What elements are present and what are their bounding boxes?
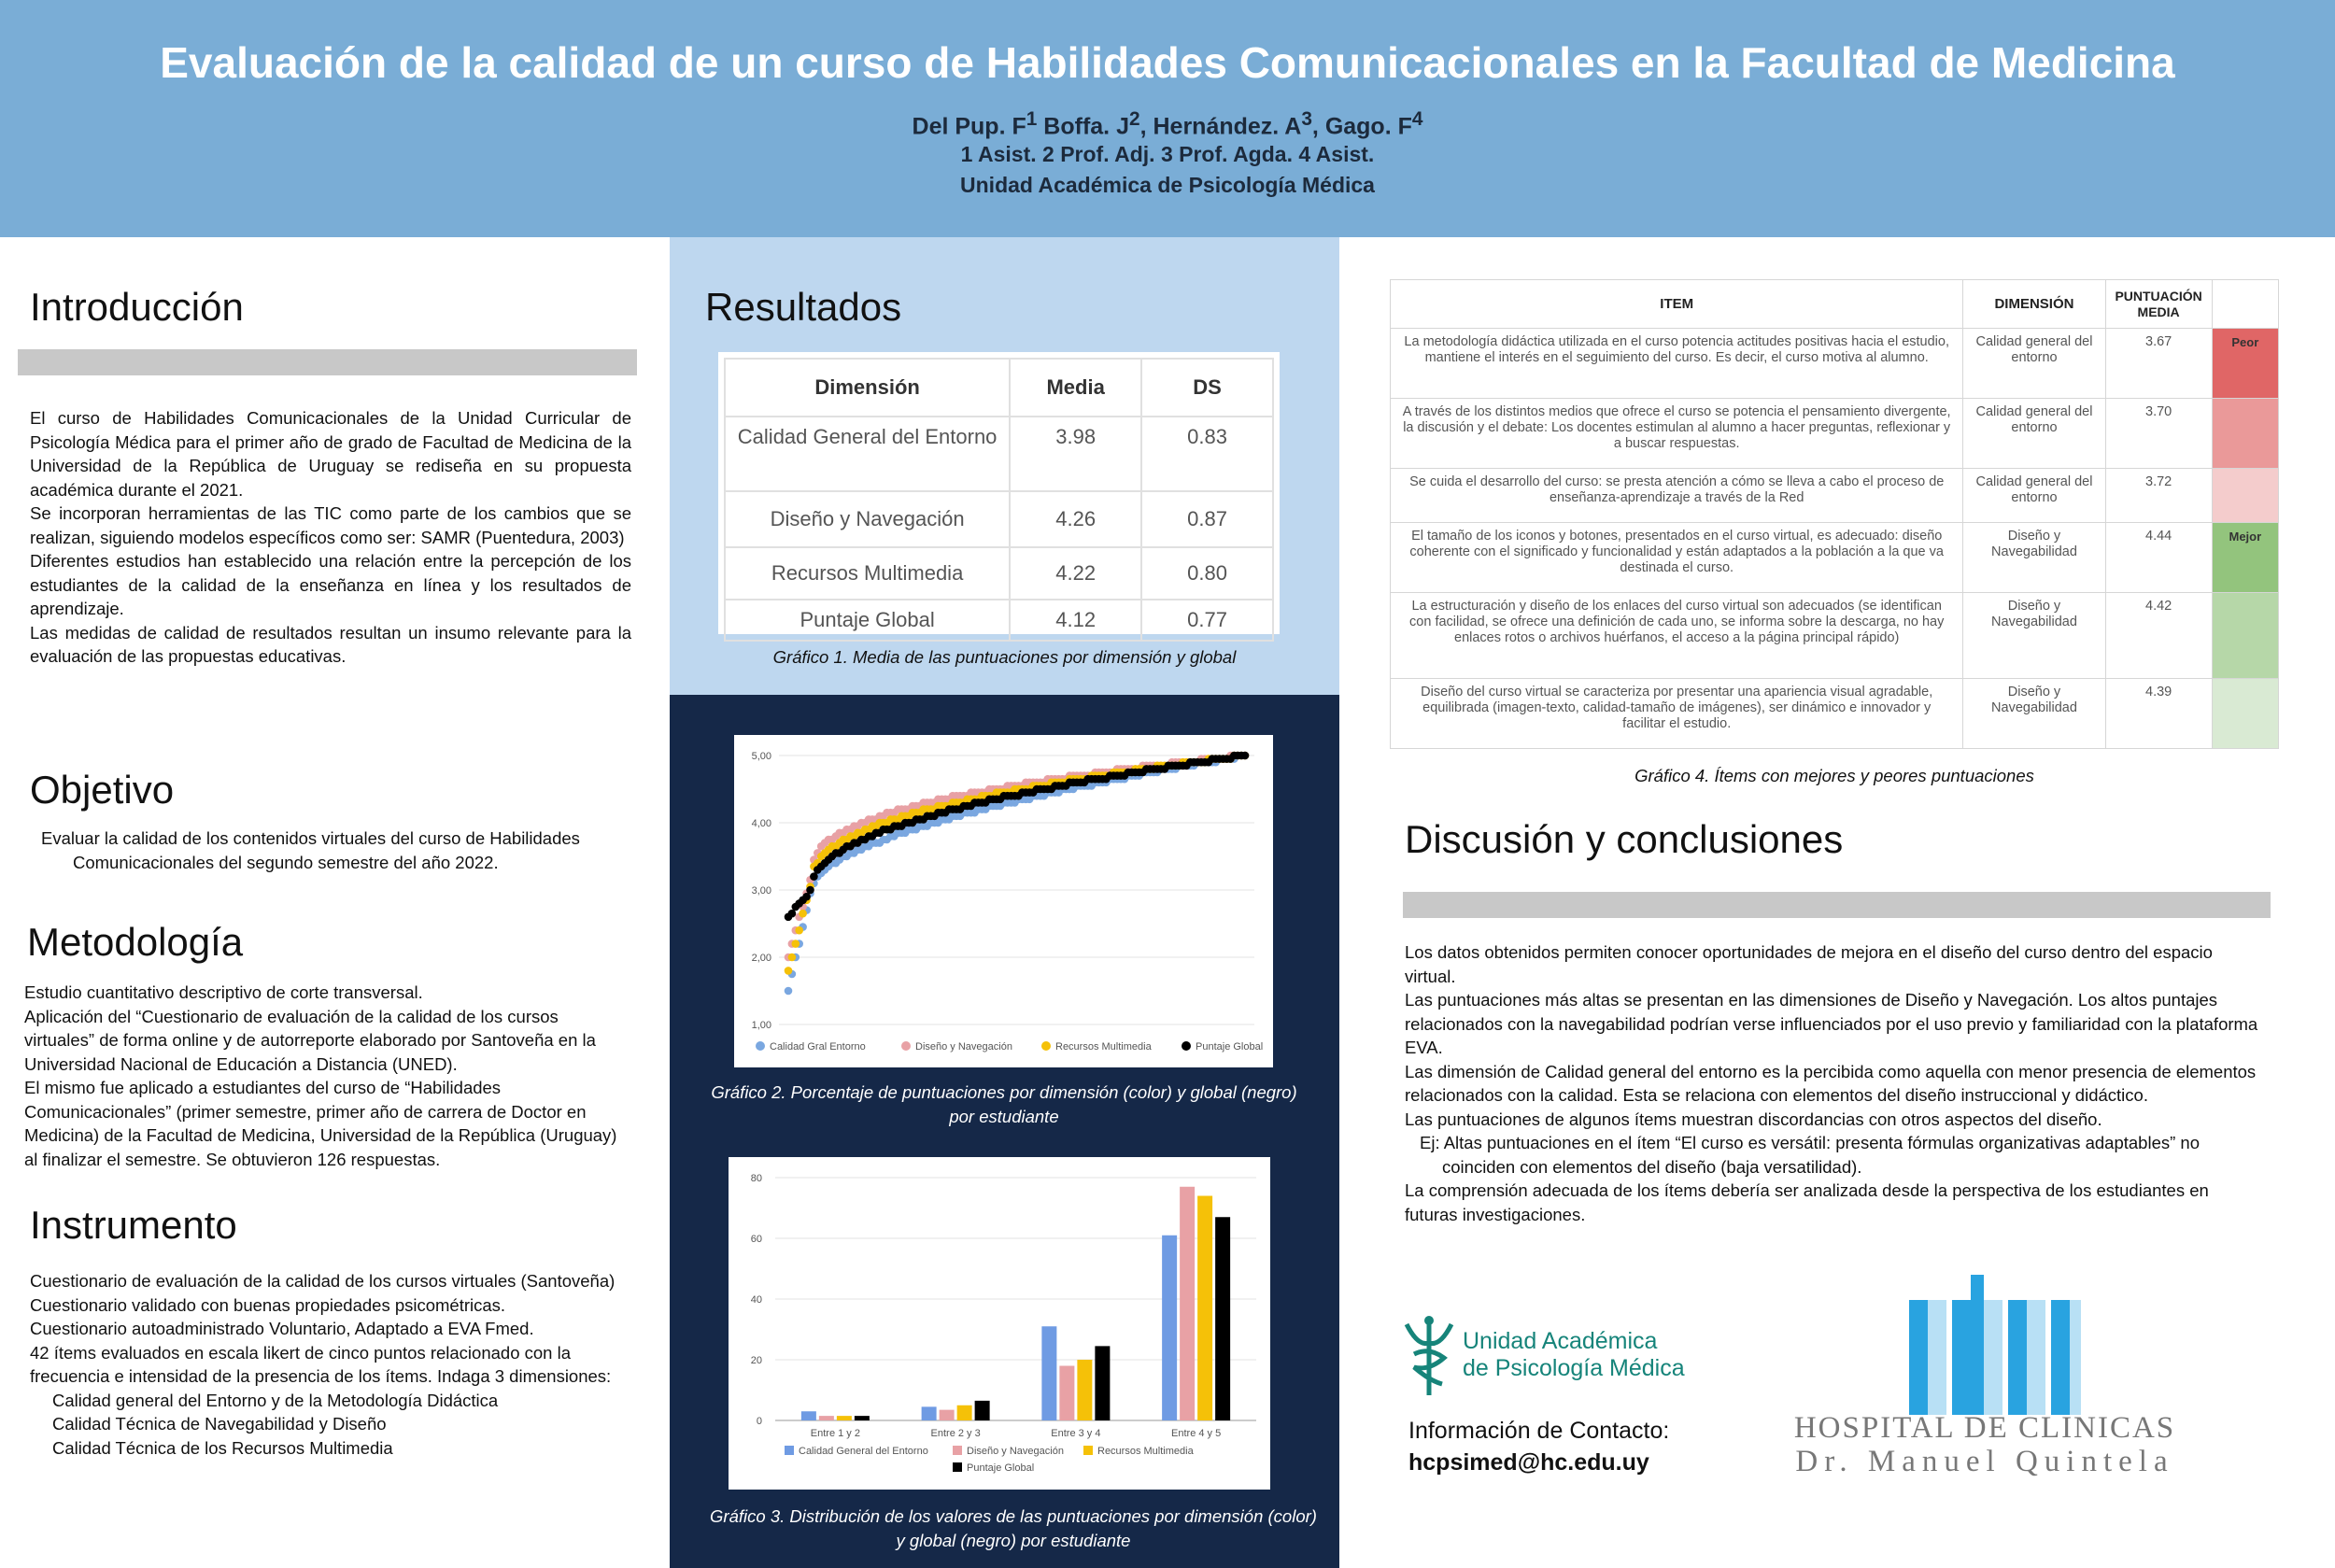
chart-bar-box <box>729 1157 1270 1490</box>
y-tick-label: 40 <box>750 1294 762 1306</box>
legend-marker <box>901 1041 911 1051</box>
bar <box>1162 1236 1177 1420</box>
intro-paragraph: Se incorporan herramientas de las TIC como parte de los cambios que se realizan, siguiendo modelos específicos como ser: SAMR (Puentedura, 2003) <box>30 503 631 547</box>
instrumento-text <box>30 1269 628 1460</box>
table4-label <box>2212 592 2278 679</box>
table4-score: 4.42 <box>2105 592 2212 679</box>
bar <box>1059 1366 1074 1421</box>
y-tick-label: 3,00 <box>751 885 771 897</box>
dimension-item: Calidad Técnica de los Recursos Multimedia <box>52 1437 393 1458</box>
table4-item: La estructuración y diseño de los enlaces del curso virtual son adecuados (se identifican con facilidad, se ofrece una definición de cada uno, se informa sobre la descarga, no hay enlaces rotos o archivos huérfanos, el acceso a la página principal rápido) <box>1391 592 1963 679</box>
table4-item: Diseño del curso virtual se caracteriza por presentar una apariencia visual agradable, equilibrada (imagen-texto, calidad-tamaño de imágenes), ser dinámico e innovador y facilitar el estudio. <box>1391 679 1963 749</box>
bar <box>975 1401 990 1420</box>
dimension-item: Calidad Técnica de Navegabilidad y Diseño <box>52 1414 387 1434</box>
metodologia-line: Estudio cuantitativo descriptivo de corte transversal. <box>24 982 423 1002</box>
instrumento-line: Cuestionario validado con buenas propiedades psicométricas. <box>30 1294 506 1315</box>
resultados-heading: Resultados <box>705 285 902 329</box>
table4-label <box>2212 679 2278 749</box>
table4-dimension: Diseño y Navegabilidad <box>1963 592 2105 679</box>
x-tick-label: Entre 4 y 5 <box>1171 1428 1222 1439</box>
table4-score: 3.67 <box>2105 329 2212 399</box>
legend-marker <box>785 1446 794 1455</box>
table1-cell: Puntaje Global <box>725 600 1010 641</box>
legend-label: Recursos Multimedia <box>1055 1041 1152 1052</box>
legend-label: Diseño y Navegación <box>915 1041 1012 1052</box>
metodologia-line: Aplicación del “Cuestionario de evaluación de la calidad de los cursos virtuales” de forma online y de autorreporte elaborado por Santoveña en la Universidad Nacional de Educación a Distancia (UNED). <box>24 1006 596 1074</box>
items-table <box>1390 279 2279 749</box>
author: Hernández. A <box>1153 113 1302 140</box>
scatter-point <box>806 886 814 895</box>
discusion-line: Las puntuaciones más altas se presentan en las dimensiones de Diseño y Navegación. Los altos puntajes relacionados con la navegabilidad podrían verse influenciados por el uso previo y familiaridad con la plataforma EVA. <box>1405 990 2258 1057</box>
x-tick-label: Entre 1 y 2 <box>810 1428 860 1439</box>
table4-dimension: Calidad general del entorno <box>1963 468 2105 522</box>
legend-marker <box>1182 1041 1191 1051</box>
table1-cell: 4.12 <box>1010 600 1141 641</box>
intro-paragraph: Las medidas de calidad de resultados resultan un insumo relevante para la evaluación de las propuestas educativas. <box>30 622 631 666</box>
poster-title: Evaluación de la calidad de un curso de Habilidades Comunicacionales en la Facultad de Medicina <box>160 38 2175 87</box>
hospital-logo <box>1775 1275 2195 1480</box>
table1-cell: 0.80 <box>1141 547 1273 600</box>
discusion-text <box>1405 940 2264 1226</box>
means-table <box>718 352 1280 634</box>
author-sup: 4 <box>1411 108 1423 130</box>
discusion-line: Los datos obtenidos permiten conocer oportunidades de mejora en el diseño del curso dentro del espacio virtual. <box>1405 942 2213 986</box>
intro-divider <box>18 349 637 375</box>
bar <box>1180 1187 1195 1420</box>
hc-logo-line1: HOSPITAL DE CLINICAS <box>1793 1411 2176 1445</box>
legend-label: Puntaje Global <box>967 1462 1035 1474</box>
table4-header: PUNTUACIÓN MEDIA <box>2105 280 2212 329</box>
discusion-heading: Discusión y conclusiones <box>1405 817 1844 861</box>
objetivo-text: Evaluar la calidad de los contenidos virtuales del curso de Habilidades Comunicacionales del segundo semestre del año 2022. <box>41 828 580 872</box>
discusion-closing: La comprensión adecuada de los ítems debería ser analizada desde la perspectiva de los estudiantes en futuras investigaciones. <box>1405 1180 2209 1224</box>
table4-item: Se cuida el desarrollo del curso: se presta atención a cómo se lleva a cabo el proceso de enseñanza-aprendizaje a través de la Red <box>1391 468 1963 522</box>
table1-cell: 4.22 <box>1010 547 1141 600</box>
discusion-divider <box>1403 892 2271 918</box>
bar <box>940 1410 955 1420</box>
y-tick-label: 2,00 <box>751 953 771 964</box>
table4-label: Mejor <box>2212 523 2278 593</box>
legend-marker <box>756 1041 765 1051</box>
bar <box>855 1416 870 1420</box>
author: Gago. F <box>1324 113 1412 140</box>
hospital-building-icon <box>1775 1275 2195 1415</box>
caption-grafico-4: Gráfico 4. Ítems con mejores y peores puntuaciones <box>1634 766 2034 785</box>
caption-grafico-3: Gráfico 3. Distribución de los valores de las puntuaciones por dimensión (color) y global (negro) por estudiante <box>710 1506 1317 1550</box>
contact-block <box>1408 1415 1669 1478</box>
instrumento-line: Cuestionario autoadministrado Voluntario, Adaptado a EVA Fmed. <box>30 1319 534 1338</box>
bar <box>1041 1326 1056 1420</box>
table4-score: 4.44 <box>2105 523 2212 593</box>
table1-header: DS <box>1141 359 1273 417</box>
contact-label: Información de Contacto: <box>1408 1418 1670 1444</box>
metodologia-text <box>24 981 622 1171</box>
table1-cell: Calidad General del Entorno <box>725 417 1010 491</box>
table4-label <box>2212 468 2278 522</box>
discusion-line: Las puntuaciones de algunos ítems muestran discordancias con otros aspectos del diseño. <box>1405 1109 2102 1129</box>
scatter-point <box>785 987 793 996</box>
table4-score: 3.70 <box>2105 399 2212 469</box>
discusion-line: Las dimensión de Calidad general del entorno es la percibida como aquella con menor presencia de elementos relacionados con la calidad. Esta se relaciona con elementos del diseño instruccional y didáctico. <box>1405 1061 2257 1105</box>
instrumento-line: Cuestionario de evaluación de la calidad de los cursos virtuales (Santoveña) <box>30 1271 616 1291</box>
table1-cell: Diseño y Navegación <box>725 491 1010 547</box>
y-tick-label: 60 <box>750 1234 762 1245</box>
author: Del Pup. F <box>912 113 1026 140</box>
bar <box>922 1406 937 1420</box>
bar <box>1077 1360 1092 1420</box>
table4-header: ITEM <box>1391 280 1963 329</box>
table4-score: 3.72 <box>2105 468 2212 522</box>
instrumento-line: 42 ítems evaluados en escala likert de cinco puntos relacionado con la frecuencia e intensidad de la presencia de los ítems. Indaga 3 dimensiones: <box>30 1342 612 1386</box>
legend-marker <box>953 1462 962 1472</box>
legend-marker <box>1083 1446 1093 1455</box>
legend-label: Calidad Gral Entorno <box>770 1041 866 1052</box>
discusion-example: Ej: Altas puntuaciones en el ítem “El curso es versátil: presenta fórmulas organizativas adaptables” no coinciden con elementos del diseño (baja versatilidad). <box>1420 1133 2200 1177</box>
authors: Del Pup. $F^1$ Boffa. $J^2$, Hernández. $A^3$, Gago. $F^4$ <box>912 108 1423 140</box>
legend-marker <box>1041 1041 1051 1051</box>
bar <box>1095 1346 1110 1420</box>
caption-grafico-2: Gráfico 2. Porcentaje de puntuaciones por dimensión (color) y global (negro) por estudiante <box>711 1082 1297 1126</box>
metodologia-heading: Metodología <box>27 920 244 964</box>
objetivo-heading: Objetivo <box>30 768 175 812</box>
table4-dimension: Diseño y Navegabilidad <box>1963 679 2105 749</box>
intro-text <box>30 406 631 669</box>
scatter-point <box>799 910 807 918</box>
table4-item: El tamaño de los iconos y botones, presentados en el curso virtual, es adecuado: diseño coherente con el significado y funcionalidad y están adaptados a la población a la que va destinada el curso. <box>1391 523 1963 593</box>
x-tick-label: Entre 3 y 4 <box>1051 1428 1101 1439</box>
affiliations: 1 Asist. 2 Prof. Adj. 3 Prof. Agda. 4 Asist. <box>960 142 1375 166</box>
table4-score: 4.39 <box>2105 679 2212 749</box>
table4-dimension: Calidad general del entorno <box>1963 329 2105 399</box>
bar <box>1197 1196 1212 1421</box>
caption-grafico-1: Gráfico 1. Media de las puntuaciones por dimensión y global <box>772 647 1237 667</box>
table1-cell: Recursos Multimedia <box>725 547 1010 600</box>
psi-logo-line: Unidad Académica <box>1463 1328 1658 1354</box>
scatter-point <box>788 954 797 962</box>
bar <box>837 1416 852 1420</box>
bar <box>1215 1217 1230 1420</box>
table4-label <box>2212 399 2278 469</box>
table1-cell: 0.87 <box>1141 491 1273 547</box>
y-tick-label: 80 <box>750 1173 762 1184</box>
table4-dimension: Calidad general del entorno <box>1963 399 2105 469</box>
intro-heading: Introducción <box>30 285 244 329</box>
header-banner <box>0 0 2335 237</box>
legend-label: Recursos Multimedia <box>1097 1446 1194 1457</box>
legend-label: Diseño y Navegación <box>967 1446 1064 1457</box>
table4-item: A través de los distintos medios que ofrece el curso se potencia el pensamiento divergente, la discusión y el debate: Los docentes estimulan al alumno a hacer preguntas, reflexionar y a buscar respuestas. <box>1391 399 1963 469</box>
caduceus-icon <box>1401 1315 1457 1399</box>
dimension-item: Calidad general del Entorno y de la Metodología Didáctica <box>52 1390 499 1410</box>
y-tick-label: 20 <box>750 1355 762 1366</box>
psi-logo-line: de Psicología Médica <box>1463 1355 1685 1381</box>
scatter-chart <box>734 735 1273 1067</box>
author: Boffa. J <box>1043 113 1129 140</box>
table1-cell: 0.77 <box>1141 600 1273 641</box>
table1-cell: 3.98 <box>1010 417 1141 491</box>
table4-header: DIMENSIÓN <box>1963 280 2105 329</box>
scatter-point <box>785 967 793 975</box>
table1-header: Media <box>1010 359 1141 417</box>
table4-dimension: Diseño y Navegabilidad <box>1963 523 2105 593</box>
y-tick-label: 5,00 <box>751 751 771 762</box>
scatter-point <box>1241 752 1250 760</box>
psi-logo-text <box>1463 1328 1685 1382</box>
scatter-point <box>792 939 800 948</box>
table1-header: Dimensión <box>725 359 1010 417</box>
chart-scatter-box <box>734 735 1273 1067</box>
y-tick-label: 4,00 <box>751 818 771 829</box>
table4-label: Peor <box>2212 329 2278 399</box>
bar <box>801 1411 816 1420</box>
table1-cell: 0.83 <box>1141 417 1273 491</box>
metodologia-line: El mismo fue aplicado a estudiantes del curso de “Habilidades Comunicacionales” (primer semestre, primer año de carrera de Doctor en Medicina) de la Facultad de Medicina, Universidad de la República (Uruguay) al finalizar el semestre. Se obtuvieron 126 respuestas. <box>24 1078 617 1169</box>
bar <box>957 1406 972 1420</box>
bar-chart <box>729 1157 1270 1490</box>
intro-paragraph: El curso de Habilidades Comunicacionales de la Unidad Curricular de Psicología Médica para el primer año de grado de Facultad de Medicina de la Universidad de la República de Uruguay se rediseña en su propuesta académica durante el 2021. <box>30 408 631 500</box>
legend-label: Puntaje Global <box>1196 1041 1264 1052</box>
hc-logo-line2: Dr. Manuel Quintela <box>1795 1445 2174 1478</box>
y-tick-label: 0 <box>756 1416 762 1427</box>
y-tick-label: 1,00 <box>751 1020 771 1031</box>
table4-header <box>2212 280 2278 329</box>
table4-item: La metodología didáctica utilizada en el curso potencia actitudes positivas hacia el estudio, mantiene el interés en el seguimiento del curso. Es decir, el curso motiva al alumno. <box>1391 329 1963 399</box>
psicologia-logo <box>1401 1315 1700 1399</box>
instrumento-heading: Instrumento <box>30 1203 237 1247</box>
author-sup: 1 <box>1026 108 1038 130</box>
intro-paragraph: Diferentes estudios han establecido una relación entre la percepción de los estudiantes de la calidad de la enseñanza en línea y los resultados de aprendizaje. <box>30 551 631 618</box>
legend-marker <box>953 1446 962 1455</box>
legend-label: Calidad General del Entorno <box>799 1446 928 1457</box>
author-sup: 2 <box>1128 108 1140 130</box>
x-tick-label: Entre 2 y 3 <box>930 1428 981 1439</box>
author-sup: 3 <box>1301 108 1312 130</box>
scatter-point <box>795 926 803 935</box>
bar <box>819 1416 834 1420</box>
contact-email[interactable]: hcpsimed@hc.edu.uy <box>1408 1449 1649 1476</box>
academic-unit: Unidad Académica de Psicología Médica <box>960 173 1375 197</box>
table1-cell: 4.26 <box>1010 491 1141 547</box>
